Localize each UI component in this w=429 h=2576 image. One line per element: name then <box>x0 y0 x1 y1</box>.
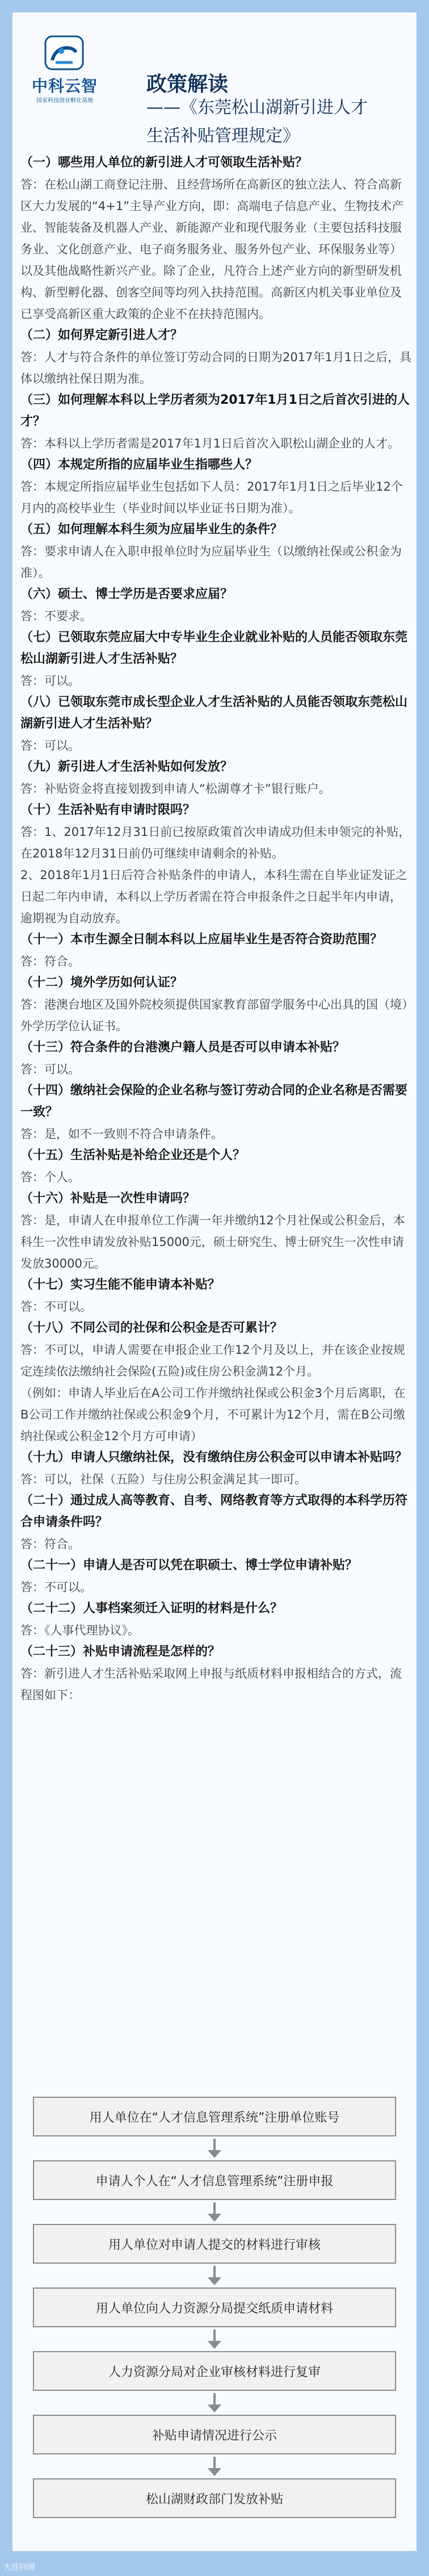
faq-question: （十九）申请人只缴纳社保，没有缴纳住房公积金可以申请本补贴吗？ <box>20 1450 408 1465</box>
faq-answer: 答：个人。 <box>20 1170 80 1184</box>
faq-answer: 答：本规定所指应届毕业生包括如下人员：2017年1月1日之后毕业12个月内的高校毕业生（毕业时间以毕业证书日期为准）。 <box>20 480 403 515</box>
faq-question: （十八）不同公司的社保和公积金是否可累计？ <box>20 1321 283 1335</box>
faq-question: （二十三）补贴申请流程是怎样的？ <box>20 1645 221 1659</box>
faq-question: （十五）生活补贴是补给企业还是个人？ <box>20 1148 246 1162</box>
flow-arrow-icon <box>33 2391 396 2415</box>
faq-answer: 答：新引进人才生活补贴采取网上申报与纸质材料申报相结合的方式，流程图如下： <box>20 1667 402 1702</box>
logo-icon <box>44 35 84 70</box>
faq-question: （二）如何界定新引进人才？ <box>20 328 183 342</box>
page-subtitle-line1: ——《东莞松山湖新引进人才 <box>146 98 368 118</box>
faq-answer: 答：可以，社保（五险）与住房公积金满足其一即可。 <box>20 1473 306 1486</box>
flow-step: 用人单位在“人才信息管理系统”注册单位账号 <box>33 2097 396 2136</box>
faq-question: （七）已领取东莞应届大中专毕业生企业就业补贴的人员能否领取东莞松山湖新引进人才生活补贴？ <box>20 630 408 666</box>
faq-list <box>20 152 412 1706</box>
logo-tagline: 国家科技创业孵化基地 <box>36 98 93 104</box>
faq-answer: 答：《人事代理协议》。 <box>20 1624 140 1637</box>
faq-question: （十三）符合条件的台港澳户籍人员是否可以申请本补贴？ <box>20 1040 346 1055</box>
logo <box>19 35 110 112</box>
faq-answer: 答：不可以。 <box>20 1580 92 1594</box>
flow-step: 申请人个人在“人才信息管理系统”注册申报 <box>33 2160 396 2200</box>
faq-answer: 答：符合。 <box>20 955 80 968</box>
faq-answer: 答：不要求。 <box>20 609 92 623</box>
faq-answer: 答：本科以上学历者需是2017年1月1日后首次入职松山湖企业的人才。 <box>20 437 400 450</box>
flow-step: 用人单位向人力资源分局提交纸质申请材料 <box>33 2288 396 2327</box>
faq-answer: 答：不可以，申请人需要在申报企业工作12个月及以上，并在该企业按规定连续依法缴纳社会保险(五险)或住房公积金满12个月。 （例如：申请人毕业后在A公司工作并缴纳社保或公积金3个月后离职，在B公司工作并缴纳社保或公积金9个月，不可累计为12个月，需在B公司缴纳社保或公积金12个月方可申请） <box>20 1343 406 1443</box>
flow-arrow-icon <box>33 2200 396 2224</box>
faq-answer: 答：补贴资金将直接划拨到申请人“松湖尊才卡”银行账户。 <box>20 782 331 796</box>
document-page <box>12 12 417 2551</box>
faq-question: （十七）实习生能不能申请本补贴？ <box>20 1278 221 1292</box>
faq-question: （一）哪些用人单位的新引进人才可领取生活补贴？ <box>20 156 308 170</box>
faq-answer: 答：不可以。 <box>20 1300 92 1314</box>
flow-step: 人力资源分局对企业审核材料进行复审 <box>33 2351 396 2391</box>
faq-question: （二十二）人事档案须迁入证明的材料是什么？ <box>20 1601 283 1616</box>
faq-answer: 答：要求申请人在入职申报单位时为应届毕业生（以缴纳社保或公积金为准）。 <box>20 545 402 580</box>
flow-step: 补贴申请情况进行公示 <box>33 2415 396 2454</box>
faq-answer: 答：可以。 <box>20 739 80 752</box>
faq-question: （三）如何理解本科以上学历者须为2017年1月1日之后首次引进的人才？ <box>20 393 410 429</box>
faq-question: （十一）本市生源全日制本科以上应届毕业生是否符合资助范围？ <box>20 932 383 947</box>
faq-question: （九）新引进人才生活补贴如何发放？ <box>20 760 233 774</box>
faq-answer: 答：可以。 <box>20 674 80 688</box>
faq-question: （二十一）申请人是否可以凭在职硕士、博士学位申请补贴？ <box>20 1558 358 1573</box>
faq-question: （六）硕士、博士学历是否要求应届？ <box>20 587 233 601</box>
flow-arrow-icon <box>33 2454 396 2478</box>
flow-arrow-icon <box>33 2264 396 2288</box>
flow-step: 用人单位对申请人提交的材料进行审核 <box>33 2224 396 2264</box>
faq-question: （十六）补贴是一次性申请吗？ <box>20 1191 196 1206</box>
page-subtitle-line2: 生活补贴管理规定》 <box>146 126 300 146</box>
faq-answer: 答：1、2017年12月31日前已按原政策首次申请成功但未申领完的补贴，在2018年12月31日前仍可继续申请剩余的补贴。 2、2018年1月1日后符合补贴条件的申请人，本科生需在自毕业证发证之日起二年内申请，本科以上学历者需在符合申报条件之日起半年内申请，逾期视为自动放弃。 <box>20 825 411 925</box>
faq-answer: 答：是，申请人在申报单位工作满一年并缴纳12个月社保或公积金后，本科生一次性申请发放补贴15000元，硕士研究生、博士研究生一次性申请发放30000元。 <box>20 1214 405 1270</box>
faq-answer: 答：是，如不一致则不符合申请条件。 <box>20 1127 223 1141</box>
logo-name: 中科云智 <box>31 77 98 95</box>
flow-step: 松山湖财政部门发放补贴 <box>33 2478 396 2518</box>
watermark: 大佳同图 <box>3 2563 35 2572</box>
faq-question: （十四）缴纳社会保险的企业名称与签订劳动合同的企业名称是否需要一致？ <box>20 1084 408 1119</box>
page-title: 政策解读 <box>146 73 229 96</box>
faq-question: （四）本规定所指的应届毕业生指哪些人？ <box>20 458 258 472</box>
faq-question: （八）已领取东莞市成长型企业人才生活补贴的人员能否领取东莞松山湖新引进人才生活补贴？ <box>20 695 408 731</box>
faq-answer: 答：符合。 <box>20 1537 80 1551</box>
faq-answer: 答：港澳台地区及国外院校须提供国家教育部留学服务中心出具的国（境）外学历学位认证书。 <box>20 998 408 1033</box>
faq-answer: 答：在松山湖工商登记注册、且经营场所在高新区的独立法人、符合高新区大力发展的“4+1”主导产业方向，即：高端电子信息产业、生物技术产业、智能装备及机器人产业、新能源产业和现代服务业（主要包括科技服务业、文化创意产业、电子商务服务业、服务外包产业、环保服务业等）以及其他战略性新兴产业。除了企业，凡符合上述产业方向的新型研发机构、新型孵化器、创客空间等均列入扶持范围。高新区内机关事业单位及已享受高新区重大政策的企业不在扶持范围内。 <box>20 178 404 321</box>
faq-question: （十二）境外学历如何认证？ <box>20 976 183 990</box>
faq-question: （十）生活补贴有申请时限吗？ <box>20 803 196 817</box>
faq-answer: 答：人才与符合条件的单位签订劳动合同的日期为2017年1月1日之后，具体以缴纳社保日期为准。 <box>20 350 412 386</box>
flow-arrow-icon <box>33 2327 396 2351</box>
process-flowchart <box>33 2097 396 2518</box>
flow-arrow-icon <box>33 2136 396 2160</box>
faq-question: （二十）通过成人高等教育、自考、网络教育等方式取得的本科学历符合申请条件吗？ <box>20 1494 408 1529</box>
faq-question: （五）如何理解本科生须为应届毕业生的条件？ <box>20 522 283 537</box>
faq-answer: 答：可以。 <box>20 1063 80 1076</box>
